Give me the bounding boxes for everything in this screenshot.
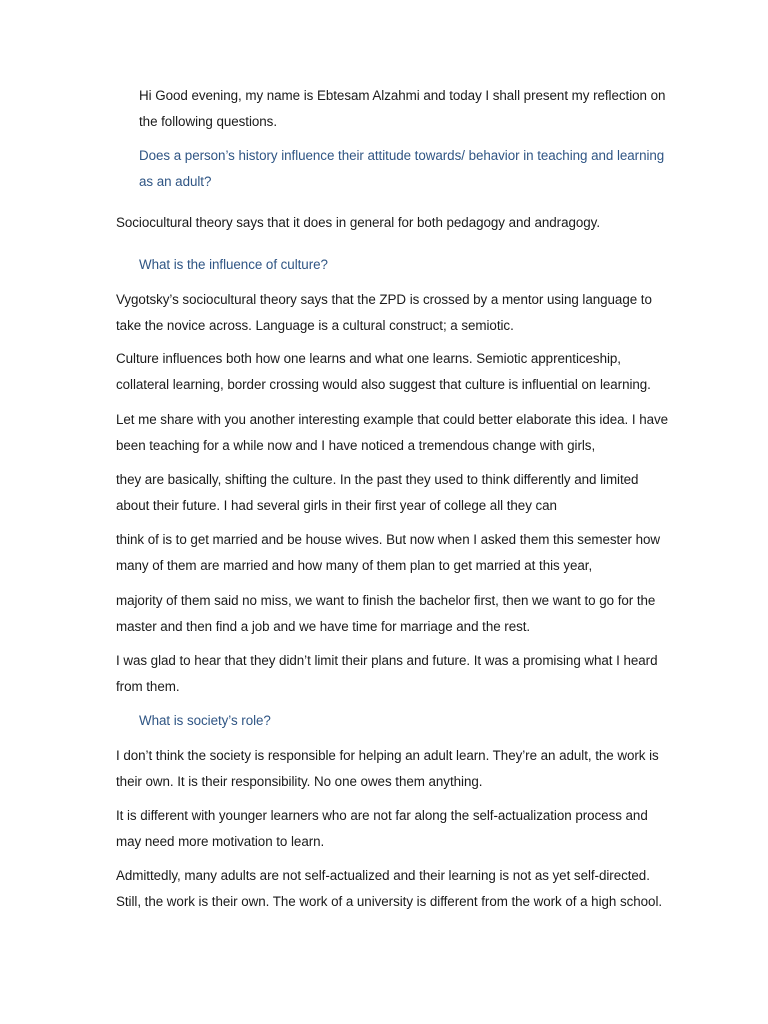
text-line: about their future. I had several girls in their first year of college all they can: [116, 498, 557, 513]
text-line: their own. It is their responsibility. No one owes them anything.: [116, 774, 483, 789]
question-line: What is the influence of culture?: [139, 257, 328, 272]
text-line: master and then find a job and we have time for marriage and the rest.: [116, 619, 531, 634]
question-line: What is society’s role?: [139, 713, 271, 728]
text-line: think of is to get married and be house wives. But now when I asked them this semester how: [116, 532, 661, 547]
text-line: many of them are married and how many of them plan to get married at this year,: [116, 558, 593, 573]
text-line: from them.: [116, 679, 180, 694]
text-line: I don’t think the society is responsible for helping an adult learn. They’re an adult, the work is: [116, 748, 659, 763]
text-line: Vygotsky’s sociocultural theory says that the ZPD is crossed by a mentor using language to: [116, 292, 652, 307]
text-line: I was glad to hear that they didn’t limit their plans and future. It was a promising what I heard: [116, 653, 658, 668]
text-line: may need more motivation to learn.: [116, 834, 325, 849]
text-line: Admittedly, many adults are not self-actualized and their learning is not as yet self-directed.: [116, 868, 650, 883]
text-line: take the novice across. Language is a cultural construct; a semiotic.: [116, 318, 514, 333]
text-line: Sociocultural theory says that it does in general for both pedagogy and andragogy.: [116, 215, 600, 230]
text-line: Still, the work is their own. The work of a university is different from the work of a high school.: [116, 894, 663, 909]
text-line: majority of them said no miss, we want to finish the bachelor first, then we want to go for the: [116, 593, 656, 608]
text-line: collateral learning, border crossing would also suggest that culture is influential on learning.: [116, 377, 651, 392]
question-line: as an adult?: [139, 174, 212, 189]
text-line: Culture influences both how one learns and what one learns. Semiotic apprenticeship,: [116, 351, 621, 366]
text-line: It is different with younger learners who are not far along the self-actualization process and: [116, 808, 648, 823]
text-line: the following questions.: [139, 114, 278, 129]
text-line: been teaching for a while now and I have noticed a tremendous change with girls,: [116, 438, 596, 453]
question-line: Does a person’s history influence their attitude towards/ behavior in teaching and learning: [139, 148, 665, 163]
text-line: they are basically, shifting the culture. In the past they used to think differently and limited: [116, 472, 639, 487]
text-line: Let me share with you another interesting example that could better elaborate this idea. I have: [116, 412, 669, 427]
text-line: Hi Good evening, my name is Ebtesam Alzahmi and today I shall present my reflection on: [139, 88, 666, 103]
